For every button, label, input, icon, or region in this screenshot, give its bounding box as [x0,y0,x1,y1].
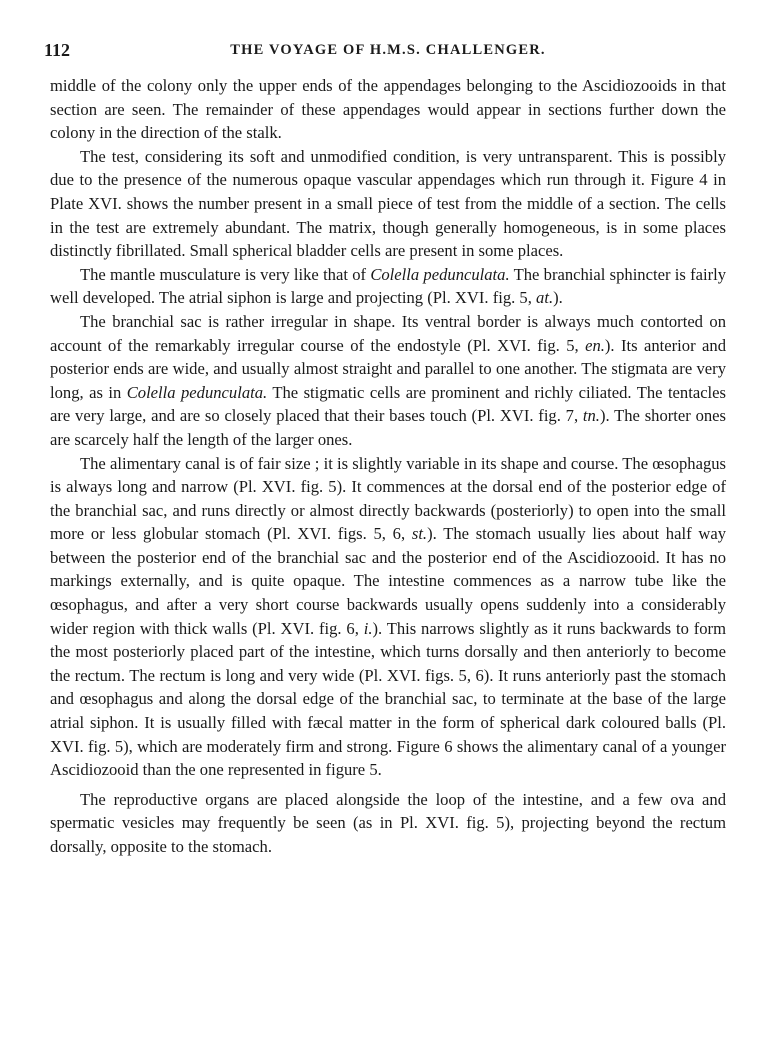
italic-text: at. [536,288,554,308]
italic-text: Colella pedunculata. [370,264,510,284]
page-number: 112 [44,40,71,60]
text-run: middle of the colony only the upper ends of the appendages belonging to the Ascidiozooids in that section are seen. The remainder of these appendages would appear in sections further down the colony in the direction of the stalk. [50,76,726,143]
paragraph-mantle [50,263,726,310]
page [44,40,726,859]
paragraph-branchial-sac [50,310,726,452]
italic-text: en. [585,335,605,355]
text-run: The branchial sac is rather irregular in shape. Its ventral border is always much contorted on account of the remarkably irregular course of the endostyle (Pl. XVI. fig. 5, [50,311,726,355]
text-run: ). The stomach usually lies about half way between the posterior end of the branchial sac and the posterior end of the Ascidiozooid. It has no markings externally, and is quite opaque. The intestine commences as a narrow tube like the œsophagus, and after a very short course backwards usually opens suddenly into a considerably wider region with thick walls (Pl. XVI. fig. 6, [50,524,726,638]
text-run: The reproductive organs are placed alongside the loop of the intestine, and a few ova and spermatic vesicles may frequently be seen (as in Pl. XVI. fig. 5), projecting beyond the rectum dorsally, opposite to the stomach. [50,789,726,856]
italic-text: Colella pedunculata. [126,382,268,402]
text-run: ). This narrows slightly as it runs backwards to form the most posteriorly placed part of the intestine, which turns dorsally and then anteriorly to become the rectum. The rectum is long and very wide (Pl. XVI. figs. 5, 6). It runs anteriorly past the stomach and œsophagus and along the dorsal edge of the branchial sac, to terminate at the base of the large atrial siphon. It is usually filled with fæcal matter in the form of spherical dark coloured balls (Pl. XVI. fig. 5), which are moderately firm and strong. Figure 6 shows the alimentary canal of a younger Ascidiozooid than the one represented in figure 5. [50,618,726,780]
italic-text: tn. [582,406,600,426]
text-run: The alimentary canal is of fair size ; it is slightly variable in its shape and course. The œsophagus is always long and narrow (Pl. XVI. fig. 5). It commences at the dorsal end of the posterior edge of the branchial sac, and runs directly or almost directly backwards (posteriorly) to open into the small more or less globular stomach (Pl. XVI. figs. 5, 6, [50,453,726,544]
paragraph-test [50,145,726,263]
running-title: THE VOYAGE OF H.M.S. CHALLENGER. [230,42,546,58]
text-run: ). [553,288,563,308]
body-text [50,74,726,859]
text-run: The branchial sphincter is fairly well developed. The atrial siphon is large and projecting (Pl. XVI. fig. 5, [50,264,726,308]
text-run: The mantle musculature is very like that of [80,264,371,284]
text-run: ). The shorter ones are scarcely half the length of the larger ones. [50,406,726,449]
paragraph-continued [50,74,726,145]
page-header [44,40,726,66]
italic-text: st. [411,524,428,544]
text-run: The stigmatic cells are prominent and richly ciliated. The tentacles are very large, and are so closely placed that their bases touch (Pl. XVI. fig. 7, [50,382,726,426]
text-run: The test, considering its soft and unmodified condition, is very untransparent. This is possibly due to the presence of the numerous opaque vascular appendages which run through it. Figure 4 in Plate XVI. shows the number present in a small piece of test from the middle of a section. The cells in the test are extremely abundant. The matrix, though generally homogeneous, is in some places distinctly fibrillated. Small spherical bladder cells are present in some places. [50,146,726,261]
paragraph-alimentary-canal [50,452,726,782]
italic-text: i. [363,618,373,638]
text-run: ). Its anterior and posterior ends are wide, and usually almost straight and parallel to one another. The stigmata are very long, as in [50,335,726,402]
paragraph-reproductive-organs [50,788,726,859]
